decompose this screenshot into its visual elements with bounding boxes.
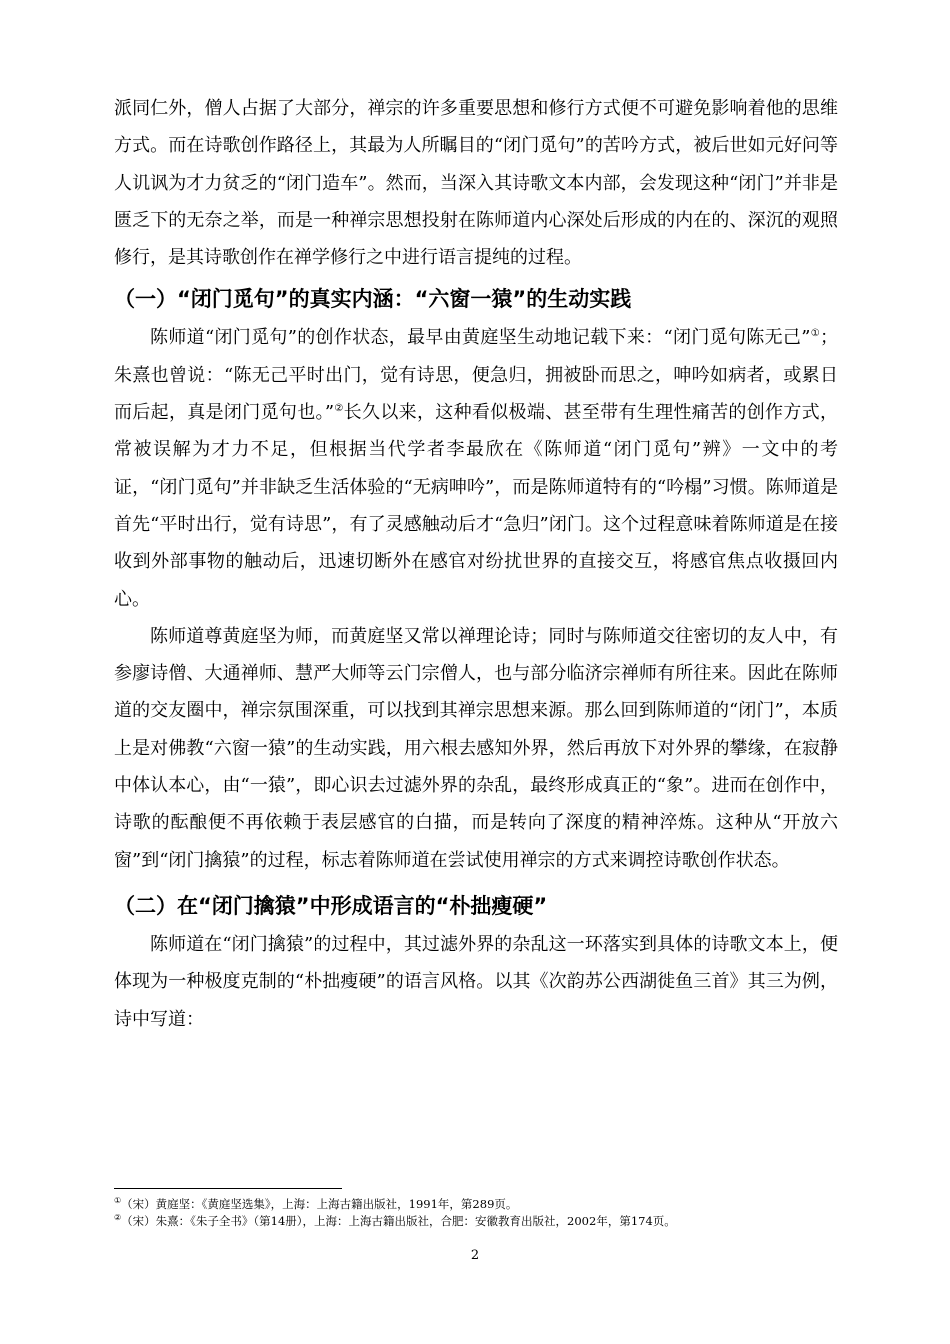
- paragraph: 派同仁外，僧人占据了大部分，禅宗的许多重要思想和修行方式便不可避免影响着他的思维方式。而在诗歌创作路径上，其最为人所瞩目的“闭门觅句”的苦吟方式，被后世如元好问等人讥讽为才力贫乏的“闭门造车”。然而，当深入其诗歌文本内部，会发现这种“闭门”并非是匮乏下的无奈之举，而是一种禅宗思想投射在陈师道内心深处后形成的内在的、深沉的观照修行，是其诗歌创作在禅学修行之中进行语言提纯的过程。: [114, 98, 838, 269]
- page-number: 2: [470, 1248, 480, 1263]
- section-heading: （二）在“闭门擒猿”中形成语言的“朴拙瘦硬”: [114, 893, 548, 918]
- footnote: [114, 1196, 854, 1213]
- paragraph-text: ；朱熹也曾说：“陈无己平时出门，觉有诗思，便急归，拥被卧而思之，呻吟如病者，或累日而后起，真是闭门觅句也。”: [114, 327, 838, 424]
- section-heading: （一）“闭门觅句”的真实内涵：“六窗一猿”的生动实践: [114, 287, 632, 312]
- paragraph-text: 长久以来，这种看似极端、甚至带有生理性痛苦的创作方式，常被误解为才力不足，但根据当代学者李最欣在《陈师道“闭门觅句”辨》一文中的考证，“闭门觅句”并非缺乏生活体验的“无病呻吟”，而是陈师道特有的“吟榻”习惯。陈师道是首先“平时出行，觉有诗思”，有了灵感触动后才“急归”闭门。这个过程意味着陈师道是在接收到外部事物的触动后，迅速切断外在感官对纷扰世界的直接交互，将感官焦点收摄回内心。: [114, 402, 839, 610]
- footnote-marker: ①: [114, 1196, 122, 1206]
- footnote-ref[interactable]: ②: [334, 403, 344, 415]
- footnote: [114, 1213, 854, 1230]
- body-content: [114, 90, 838, 1038]
- footnotes: [114, 1196, 854, 1230]
- paragraph-text: 陈师道“闭门觅句”的创作状态，最早由黄庭坚生动地记载下来：“闭门觅句陈无己”: [150, 327, 811, 349]
- footnote-ref[interactable]: ①: [810, 328, 820, 340]
- footnote-text: （宋）朱熹：《朱子全书》（第14册），上海：上海古籍出版社，合肥：安徽教育出版社，2002年，第174页。: [121, 1214, 676, 1228]
- footnote-text: （宋）黄庭坚：《黄庭坚选集》，上海：上海古籍出版社，1991年，第289页。: [121, 1197, 518, 1211]
- paragraph: [114, 319, 838, 617]
- footnote-divider: [114, 1188, 342, 1189]
- paragraph: 陈师道在“闭门擒猿”的过程中，其过滤外界的杂乱这一环落实到具体的诗歌文本上，便体现为一种极度克制的“朴拙瘦硬”的语言风格。以其《次韵苏公西湖徙鱼三首》其三为例，诗中写道：: [114, 933, 838, 1030]
- paragraph: 陈师道尊黄庭坚为师，而黄庭坚又常以禅理论诗；同时与陈师道交往密切的友人中，有参廖诗僧、大通禅师、慧严大师等云门宗僧人，也与部分临济宗禅师有所往来。因此在陈师道的交友圈中，禅宗氛围深重，可以找到其禅宗思想来源。那么回到陈师道的“闭门”，本质上是对佛教“六窗一猿”的生动实践，用六根去感知外界，然后再放下对外界的攀缘，在寂静中体认本心，由“一猿”，即心识去过滤外界的杂乱，最终形成真正的“象”。进而在创作中，诗歌的酝酿便不再依赖于表层感官的白描，而是转向了深度的精神淬炼。这种从“开放六窗”到“闭门擒猿”的过程，标志着陈师道在尝试使用禅宗的方式来调控诗歌创作状态。: [114, 625, 838, 871]
- footnote-marker: ②: [114, 1213, 122, 1223]
